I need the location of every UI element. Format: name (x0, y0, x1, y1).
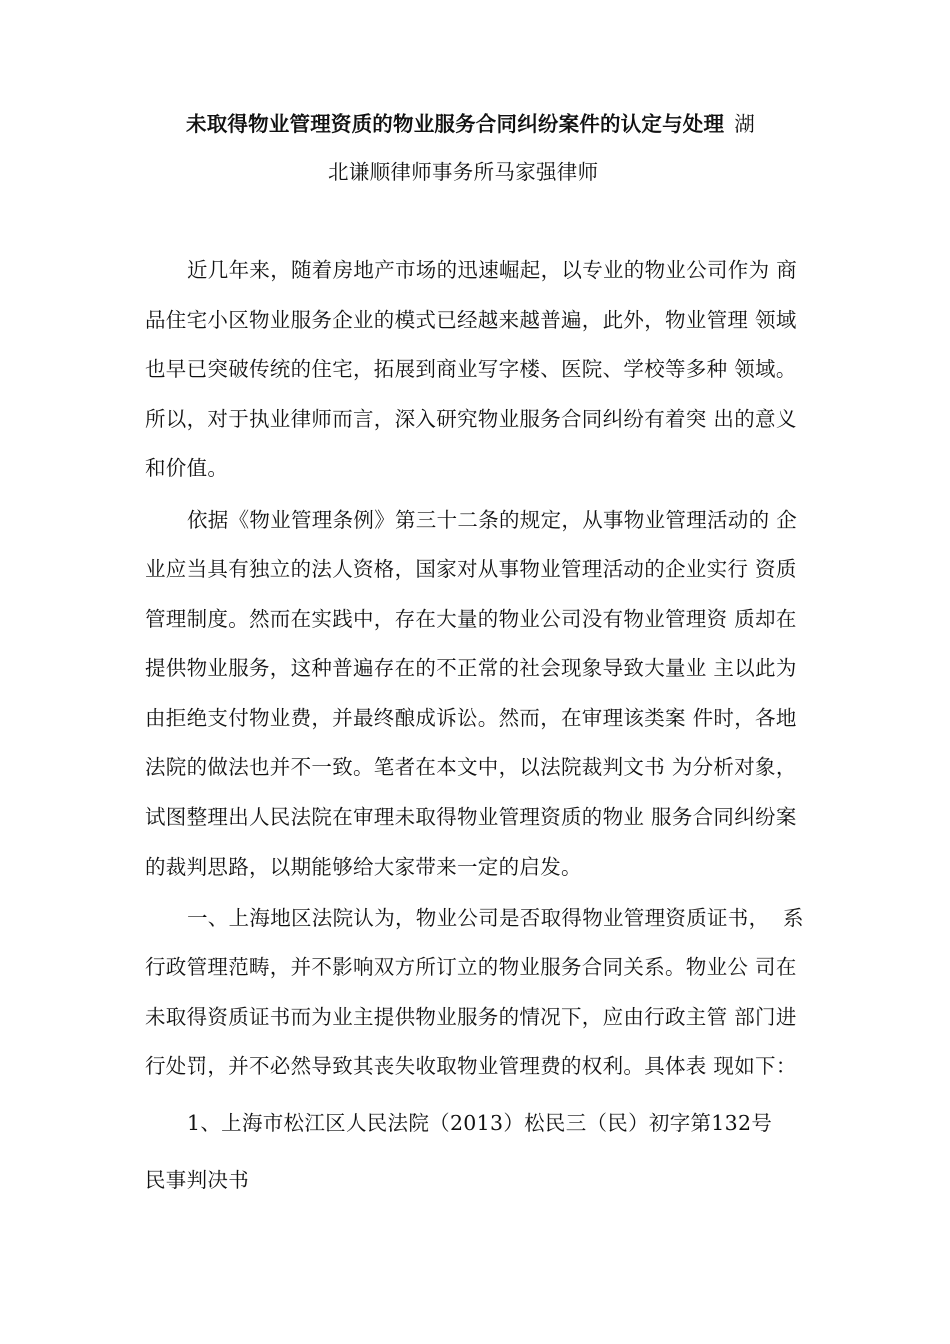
paragraph-line: 也早已突破传统的住宅，拓展到商业写字楼、医院、学校等多种 领域。 (145, 357, 797, 381)
paragraph-line: 行处罚，并不必然导致其丧失收取物业管理费的权利。具体表 现如下： (145, 1054, 797, 1078)
paragraph-line: 试图整理出人民法院在审理未取得物业管理资质的物业 服务合同纠纷案 (145, 805, 797, 829)
paragraph-line: 未取得资质证书而为业主提供物业服务的情况下，应由行政主管 部门进 (145, 1005, 797, 1029)
author-line: 北谦顺律师事务所马家强律师 (328, 160, 599, 184)
paragraph-line: 依据《物业管理条例》第三十二条的规定，从事物业管理活动的 企 (187, 508, 798, 532)
title-main: 未取得物业管理资质的物业服务合同纠纷案件的认定与处理 (186, 112, 725, 136)
paragraph-line: 所以，对于执业律师而言，深入研究物业服务合同纠纷有着突 出的意义 (145, 407, 797, 431)
document-title (186, 111, 755, 137)
paragraph-line: 品住宅小区物业服务企业的模式已经越来越普遍，此外，物业管理 领域 (145, 308, 797, 332)
paragraph-line: 法院的做法也并不一致。笔者在本文中，以法院裁判文书 为分析对象， (145, 755, 797, 779)
paragraph-line: 一、上海地区法院认为，物业公司是否取得物业管理资质证书， 系 (187, 906, 804, 930)
paragraph-line: 近几年来，随着房地产市场的迅速崛起，以专业的物业公司作为 商 (187, 258, 798, 282)
paragraph-line: 由拒绝支付物业费，并最终酿成诉讼。然而，在审理该类案 件时，各地 (145, 706, 797, 730)
title-tail: 湖 (734, 112, 755, 136)
paragraph-line: 1、上海市松江区人民法院（2013）松民三（民）初字第132号 (187, 1111, 773, 1135)
paragraph-line: 管理制度。然而在实践中，存在大量的物业公司没有物业管理资 质却在 (145, 607, 797, 631)
paragraph-line: 的裁判思路，以期能够给大家带来一定的启发。 (145, 855, 582, 879)
paragraph-line: 行政管理范畴，并不影响双方所订立的物业服务合同关系。物业公 司在 (145, 955, 797, 979)
paragraph-line: 业应当具有独立的法人资格，国家对从事物业管理活动的企业实行 资质 (145, 557, 797, 581)
paragraph-line: 民事判决书 (145, 1168, 249, 1192)
paragraph-line: 和价值。 (145, 456, 229, 480)
paragraph-line: 提供物业服务，这种普遍存在的不正常的社会现象导致大量业 主以此为 (145, 656, 797, 680)
